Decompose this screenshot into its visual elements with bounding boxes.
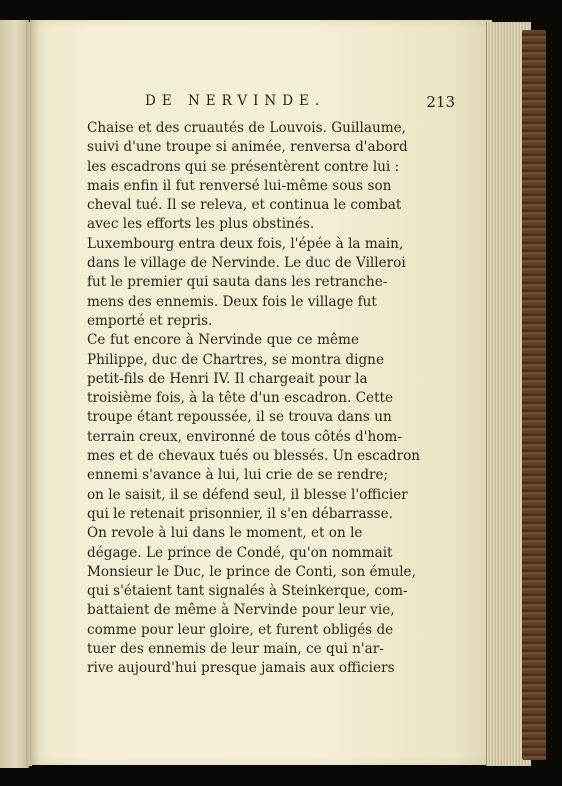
text-line: Ce fut encore à Nervinde que ce même [87, 332, 359, 349]
text-line: fut le premier qui sauta dans les retranche- [87, 274, 388, 291]
text-line: dégage. Le prince de Condé, qu'on nommait [87, 544, 393, 561]
text-line: suivi d'une troupe si animée, renversa d'abord [87, 139, 408, 156]
text-line: mais enfin il fut renversé lui-même sous son [87, 177, 392, 194]
text-line: terrain creux, environné de tous côtés d'hom- [87, 428, 402, 445]
text-line: tuer des ennemis de leur main, ce qui n'ar- [87, 641, 384, 658]
text-line: mens des ennemis. Deux fois le village fut [87, 293, 377, 310]
running-header [145, 93, 455, 113]
book-cover-edge [522, 30, 546, 760]
text-line: on le saisit, il se défend seul, il blesse l'officier [87, 486, 408, 503]
text-line: troupe étant repoussée, il se trouva dans un [87, 409, 392, 426]
text-line: battaient de même à Nervinde pour leur vie, [87, 602, 395, 619]
text-line: ennemi s'avance à lui, lui crie de se rendre; [87, 467, 389, 484]
text-line: On revole à lui dans le moment, et on le [87, 525, 363, 542]
text-line: mes et de chevaux tués ou blessés. Un escadron [87, 448, 421, 465]
text-line: Luxembourg entra deux fois, l'épée à la main, [87, 235, 404, 252]
text-line: troisième fois, à la tête d'un escadron. Cette [87, 390, 394, 407]
text-line: dans le village de Nervinde. Le duc de Villeroi [87, 255, 406, 272]
facing-page-edge [0, 20, 29, 768]
text-line: qui s'étaient tant signalés à Steinkerque, com- [87, 583, 408, 600]
page-number: 213 [426, 93, 455, 111]
text-line: les escadrons qui se présentèrent contre lui : [87, 158, 400, 175]
text-line: Philippe, duc de Chartres, se montra digne [87, 351, 384, 368]
text-line: rive aujourd'hui presque jamais aux officiers [87, 660, 395, 677]
text-line: petit-fils de Henri IV. Il chargeait pour la [87, 370, 368, 387]
text-line: emporté et repris. [87, 312, 213, 329]
running-title: DE NERVINDE. [145, 93, 326, 109]
text-line: avec les efforts les plus obstinés. [87, 216, 315, 233]
text-line: qui le retenait prisonnier, il s'en débarrasse. [87, 505, 393, 522]
text-line: Monsieur le Duc, le prince de Conti, son émule, [87, 563, 416, 580]
text-line: Chaise et des cruautés de Louvois. Guillaume, [87, 120, 406, 136]
text-line: cheval tué. Il se releva, et continua le combat [87, 197, 402, 214]
body-text [87, 119, 421, 679]
text-line: comme pour leur gloire, et furent obligés de [87, 621, 394, 638]
